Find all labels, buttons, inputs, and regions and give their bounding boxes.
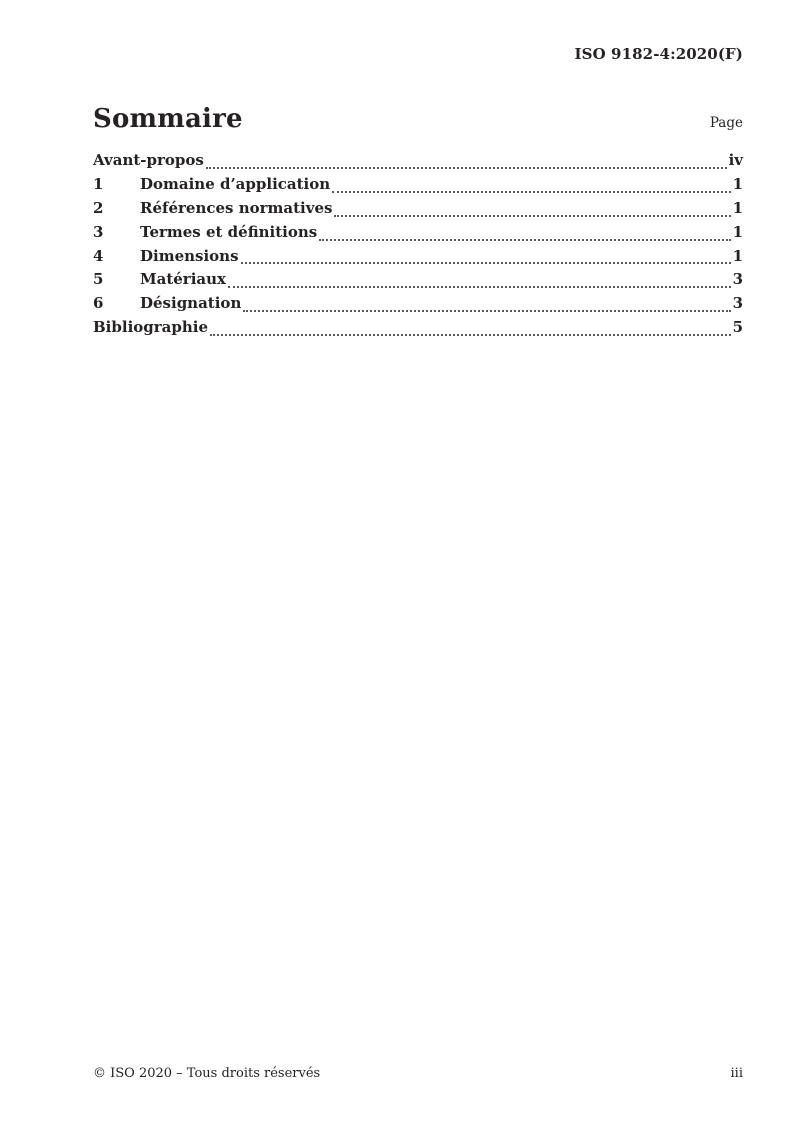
toc-entry-page: 3 bbox=[732, 270, 743, 289]
toc-dot-leader bbox=[206, 167, 727, 169]
toc-entry-number: 1 bbox=[93, 174, 104, 193]
toc-entry-page: 5 bbox=[732, 318, 743, 337]
toc-dot-leader bbox=[243, 310, 730, 312]
toc-entry-page: 3 bbox=[732, 294, 743, 313]
toc-entry[interactable] bbox=[93, 199, 743, 223]
toc-entry[interactable] bbox=[93, 223, 743, 247]
toc-entry-page: 1 bbox=[732, 222, 743, 241]
toc-entry[interactable] bbox=[93, 270, 743, 294]
toc-entry-label: Références normatives bbox=[140, 198, 333, 217]
toc-entry-number: 2 bbox=[93, 198, 104, 217]
toc-entry-label: Bibliographie bbox=[93, 318, 209, 337]
toc-title-row bbox=[93, 104, 743, 134]
toc-entry-page: iv bbox=[728, 151, 743, 169]
toc-dot-leader bbox=[210, 334, 731, 336]
footer-page-number: iii bbox=[730, 1066, 743, 1081]
toc-entry-number: 5 bbox=[93, 270, 104, 289]
footer-copyright: © ISO 2020 – Tous droits réservés bbox=[93, 1066, 321, 1081]
toc-entry-number: 3 bbox=[93, 222, 104, 241]
document-reference: ISO 9182-4:2020(F) bbox=[574, 45, 743, 63]
toc-list bbox=[93, 151, 743, 342]
page-title: Sommaire bbox=[93, 104, 243, 134]
toc-entry-page: 1 bbox=[732, 198, 743, 217]
toc-dot-leader bbox=[241, 262, 731, 264]
toc-dot-leader bbox=[319, 239, 730, 241]
toc-entry[interactable] bbox=[93, 151, 743, 175]
toc-entry-number: 6 bbox=[93, 294, 104, 313]
page-footer bbox=[93, 1066, 743, 1081]
toc-entry-page: 1 bbox=[732, 246, 743, 265]
toc-entry-label: Domaine d’application bbox=[140, 174, 331, 193]
toc-entry-label: Dimensions bbox=[140, 246, 239, 265]
toc-entry[interactable] bbox=[93, 175, 743, 199]
toc-entry-label: Termes et définitions bbox=[140, 222, 318, 241]
toc-entry-page: 1 bbox=[732, 174, 743, 193]
toc-entry-label: Désignation bbox=[140, 294, 242, 313]
toc-dot-leader bbox=[334, 215, 730, 217]
toc-entry[interactable] bbox=[93, 247, 743, 271]
toc-entry-label: Matériaux bbox=[140, 270, 226, 289]
toc-entry[interactable] bbox=[93, 294, 743, 318]
toc-entry[interactable] bbox=[93, 318, 743, 342]
page-column-label: Page bbox=[709, 115, 743, 131]
toc-dot-leader bbox=[332, 191, 730, 193]
toc-dot-leader bbox=[228, 286, 731, 288]
toc-entry-number: 4 bbox=[93, 246, 104, 265]
toc-entry-label: Avant-propos bbox=[93, 151, 204, 169]
